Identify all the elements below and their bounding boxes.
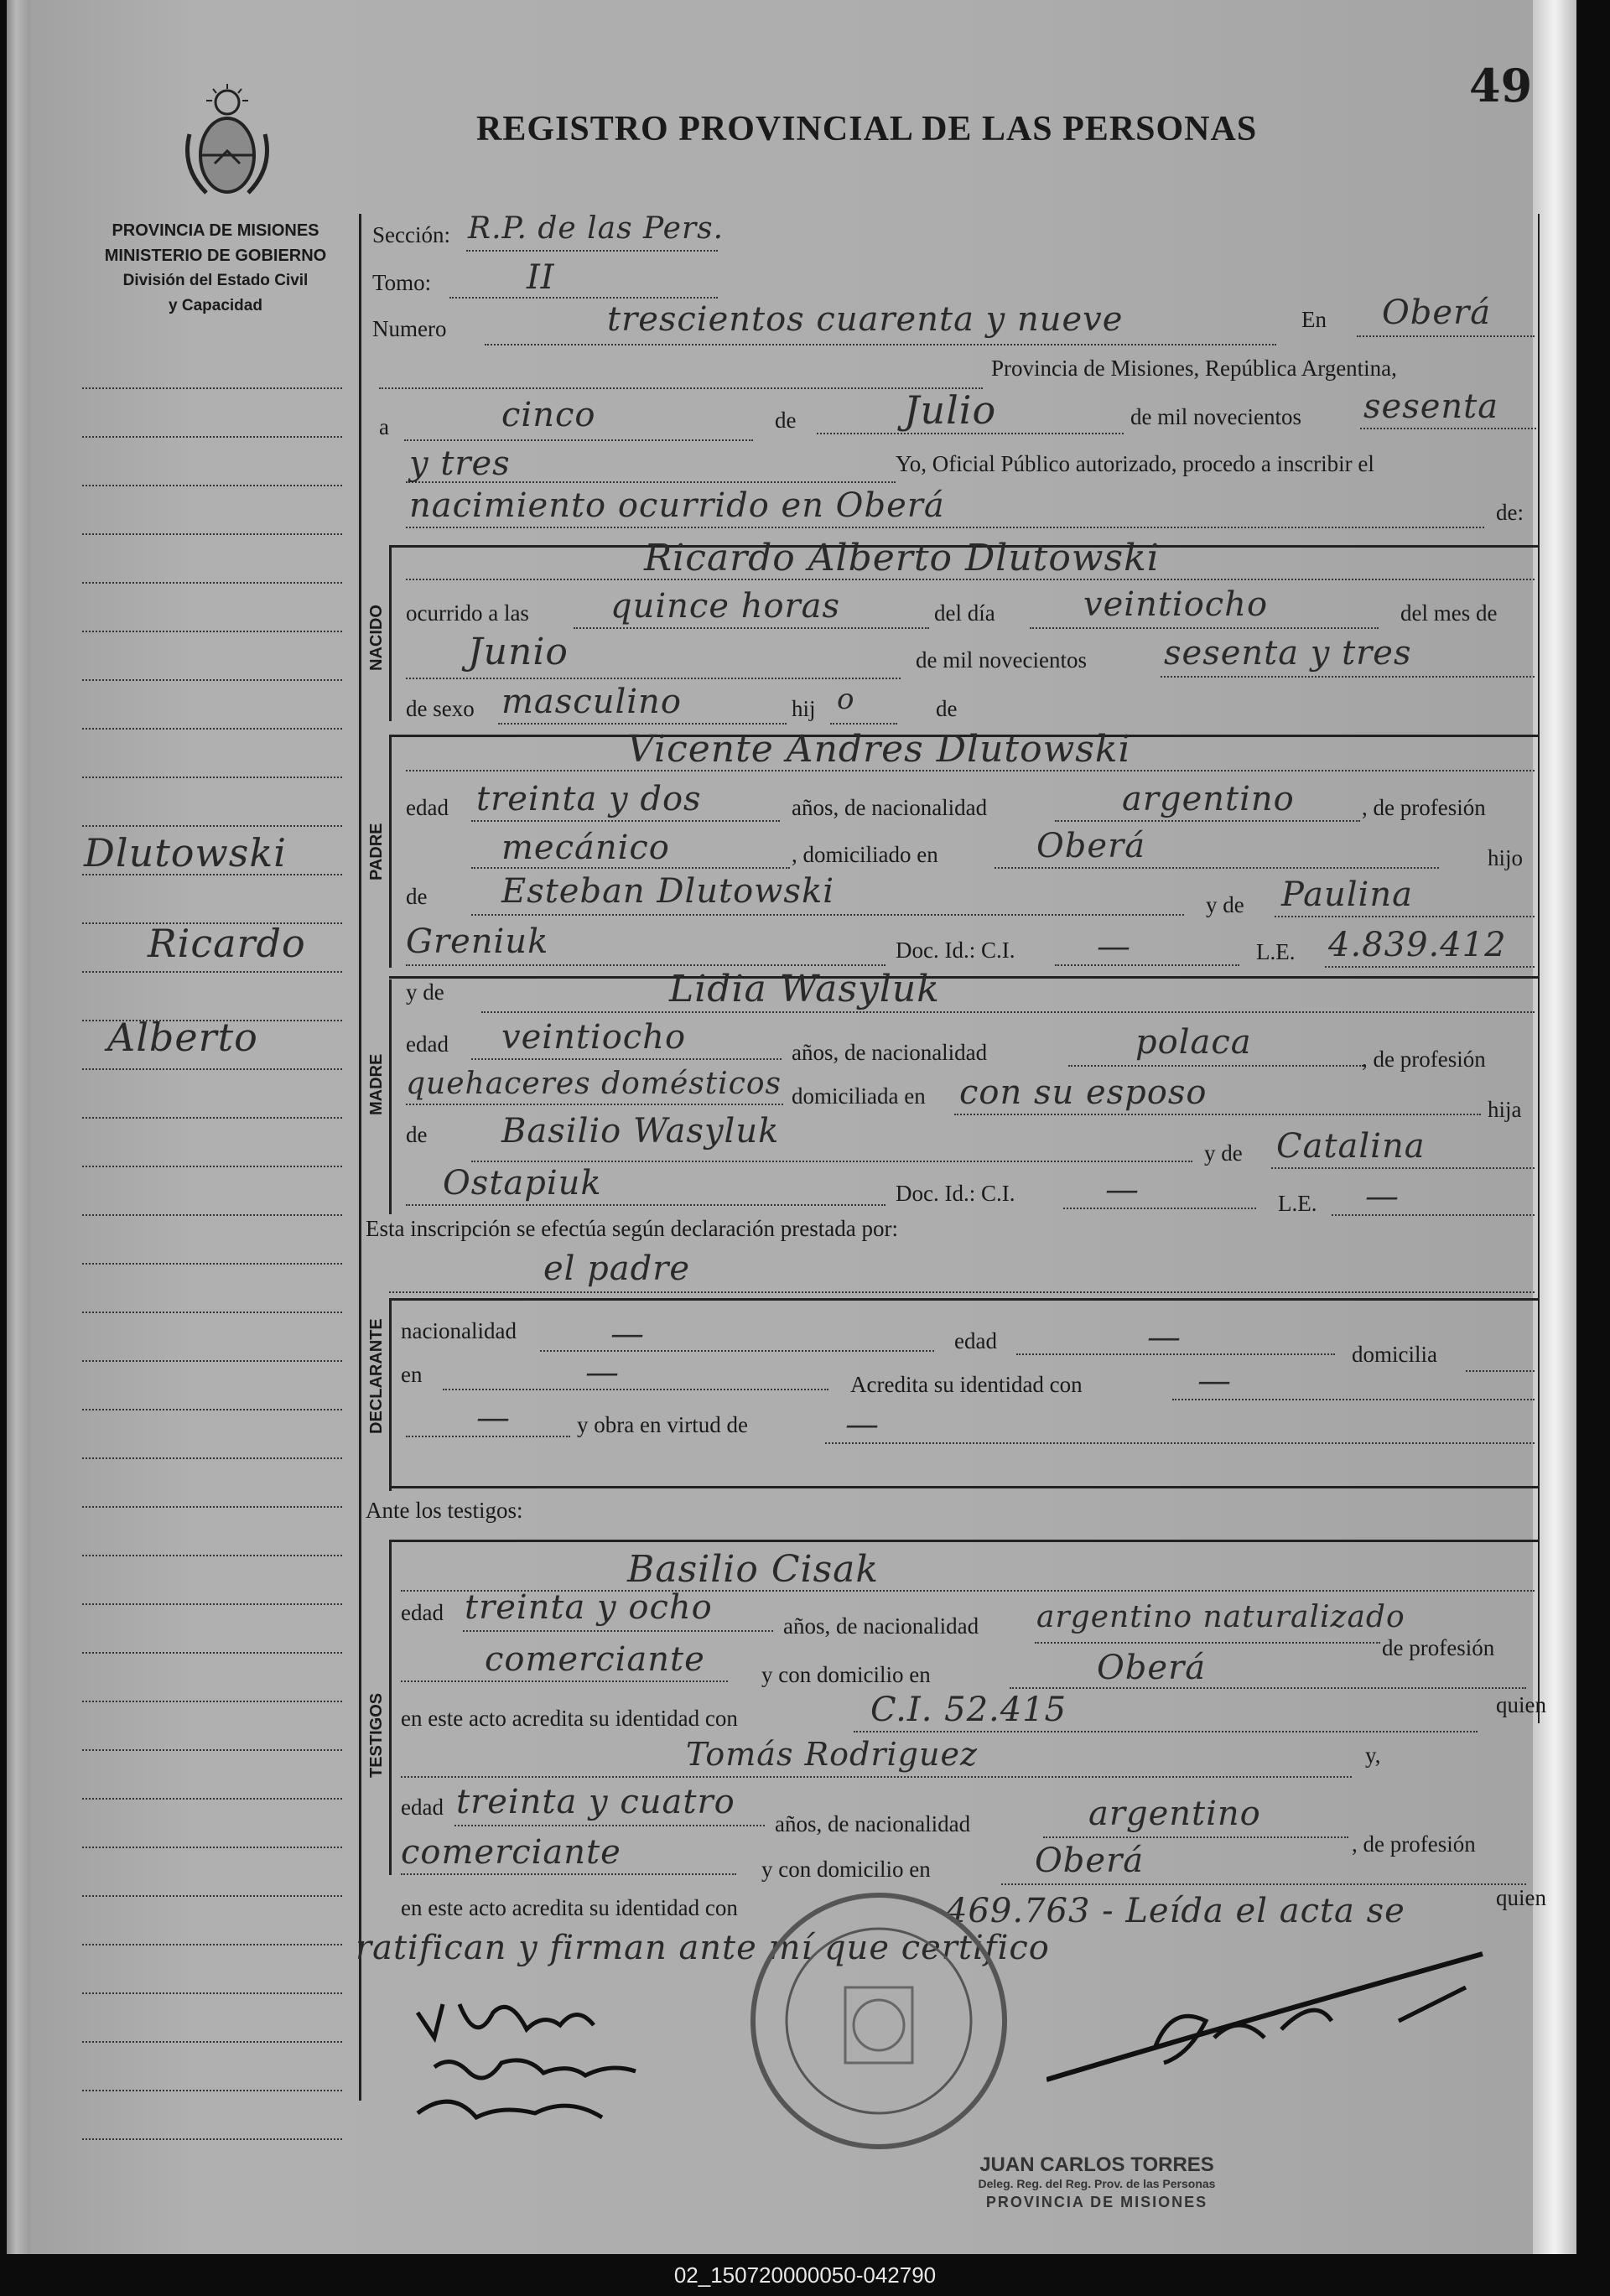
coat-of-arms-icon: [181, 84, 273, 210]
value-padre-le: 4.839.412: [1328, 926, 1507, 964]
label-yo: Yo, Oficial Público autorizado, procedo a inscribir el: [896, 451, 1374, 476]
label-padre-doc: Doc. Id.: C.I.: [896, 938, 1015, 963]
value-madre-le: —: [1365, 1177, 1400, 1216]
side-label-declarante: DECLARANTE: [367, 1318, 386, 1434]
value-decl-acredita: —: [1197, 1362, 1232, 1400]
label-tomo: Tomo:: [372, 270, 432, 295]
signature-official-icon: [1046, 1929, 1516, 2113]
header-capacity: y Capacidad: [169, 297, 262, 314]
label-hija: hija: [1488, 1097, 1522, 1122]
label-decl-acredita: Acredita su identidad con: [850, 1372, 1083, 1397]
value-testigo1: Basilio Cisak: [627, 1548, 880, 1591]
value-declarante: el padre: [543, 1249, 691, 1288]
label-madre-anos: años, de nacionalidad: [792, 1040, 988, 1065]
label-padre-y-de: y de: [1206, 892, 1244, 917]
value-t1-dom: Oberá: [1097, 1649, 1207, 1687]
label-t1-acredita: en este acto acredita su identidad con: [401, 1706, 738, 1731]
value-decl-line: —: [476, 1399, 511, 1437]
label-del-dia: del día: [934, 600, 995, 626]
label-madre-le: L.E.: [1278, 1191, 1317, 1216]
value-anio-1: sesenta: [1363, 387, 1499, 426]
label-t1-edad: edad: [401, 1600, 444, 1625]
value-a: cinco: [501, 396, 596, 434]
declarante-bar: [389, 1298, 392, 1491]
label-ante-testigos: Ante los testigos:: [366, 1498, 523, 1523]
margin-surname: Dlutowski: [84, 830, 287, 875]
label-madre-y-de-2: y de: [1204, 1140, 1243, 1166]
header-left: [77, 218, 354, 319]
side-label-madre: MADRE: [367, 1053, 386, 1115]
signature-declarant-icon: [401, 1979, 703, 2147]
value-anio-2: y tres: [409, 444, 511, 483]
label-domiciliada: domiciliada en: [792, 1083, 926, 1109]
nacido-bar: [389, 545, 392, 721]
label-a: a: [379, 414, 389, 439]
value-padre-madre2: Greniuk: [406, 922, 549, 961]
value-hijo-o: o: [837, 683, 855, 716]
label-numero: Numero: [372, 316, 447, 341]
value-testigo2: Tomás Rodriguez: [686, 1736, 978, 1773]
label-de-colon: de:: [1496, 500, 1524, 525]
value-padre-dom: Oberá: [1036, 827, 1146, 865]
main-left-border: [359, 214, 361, 2101]
book-spine: [7, 0, 30, 2254]
label-madre-edad: edad: [406, 1031, 449, 1057]
label-t1-domicilio: y con domicilio en: [761, 1662, 931, 1687]
value-anio-nac: sesenta y tres: [1164, 634, 1412, 673]
label-decl-obra: y obra en virtud de: [577, 1412, 748, 1437]
label-seccion: Sección:: [372, 222, 450, 247]
margin-middlename: Alberto: [107, 1015, 258, 1060]
label-en: En: [1301, 307, 1327, 332]
side-label-nacido: NACIDO: [367, 605, 386, 671]
value-en: Oberá: [1382, 293, 1492, 332]
rule-declarante-top: [389, 1298, 1538, 1301]
official-seal-icon: [745, 1887, 1013, 2155]
label-t2-quien: quien: [1496, 1885, 1546, 1910]
label-padre-prof: , de profesión: [1362, 795, 1486, 820]
rule-testigos-top: [389, 1540, 1538, 1542]
label-padre-de: de: [406, 884, 428, 909]
rule-declarante-bottom: [389, 1486, 1538, 1488]
value-t1-doc: C.I. 52.415: [870, 1691, 1067, 1729]
label-t2-anos: años, de nacionalidad: [775, 1811, 971, 1836]
label-t2-edad: edad: [401, 1795, 444, 1820]
label-domiciliado: , domiciliado en: [792, 842, 938, 867]
value-t2-edad: treinta y cuatro: [456, 1783, 735, 1821]
value-madre-nombre: Lidia Wasyluk: [669, 968, 940, 1010]
official-block: [904, 2153, 1290, 2211]
label-t2-domicilio: y con domicilio en: [761, 1857, 931, 1882]
official-name: JUAN CARLOS TORRES: [979, 2153, 1214, 2176]
testigos-bar: [389, 1540, 392, 1875]
value-nacido-nombre: Ricardo Alberto Dlutowski: [644, 537, 1160, 579]
value-padre-nac: argentino: [1122, 780, 1295, 818]
label-decl-nacionalidad: nacionalidad: [401, 1318, 517, 1343]
value-t2-doc: 469.763 - Leída el acta se: [946, 1892, 1405, 1930]
value-padre-edad: treinta y dos: [476, 780, 702, 818]
label-decl-en: en: [401, 1362, 423, 1387]
label-madre-de: de: [406, 1122, 428, 1147]
official-title: Deleg. Reg. del Reg. Prov. de las Personas: [978, 2177, 1216, 2190]
value-madre-dom: con su esposo: [959, 1073, 1208, 1112]
value-horas: quince horas: [610, 587, 841, 626]
value-numero: trescientos cuarenta y nueve: [607, 300, 1124, 339]
label-mil-nov-2: de mil novecientos: [916, 647, 1087, 673]
value-mes: Julio: [904, 387, 997, 433]
margin-firstname: Ricardo: [148, 921, 306, 966]
label-t2-prof: , de profesión: [1352, 1831, 1476, 1857]
value-t2-nac: argentino: [1088, 1795, 1261, 1833]
label-padre-anos: años, de nacionalidad: [792, 795, 988, 820]
side-label-testigos: TESTIGOS: [367, 1692, 386, 1778]
value-dia: veintiocho: [1083, 585, 1269, 624]
label-t1-quien: quien: [1496, 1692, 1546, 1717]
value-madre-madre2: Ostapiuk: [443, 1164, 602, 1203]
value-padre-padre: Esteban Dlutowski: [501, 872, 834, 911]
value-t1-edad: treinta y ocho: [465, 1588, 713, 1627]
label-madre-y-de: y de: [406, 979, 444, 1005]
label-decl-domicilia: domicilia: [1352, 1342, 1437, 1367]
rule-madre-top: [389, 976, 1538, 979]
padre-bar: [389, 735, 392, 968]
page-number: 49: [1469, 59, 1533, 112]
value-madre-nac: polaca: [1135, 1023, 1252, 1062]
header-province: PROVINCIA DE MISIONES: [112, 221, 319, 240]
image-id-footer: 02_150720000050-042790: [0, 2254, 1610, 2296]
label-mil-novecientos: de mil novecientos: [1130, 404, 1301, 429]
label-hij: hij: [792, 696, 816, 721]
value-decl-nac: —: [610, 1315, 645, 1353]
value-padre-nombre: Vicente Andres Dlutowski: [627, 728, 1131, 771]
label-hijo: hijo: [1488, 845, 1524, 870]
label-de-sexo: de sexo: [406, 696, 475, 721]
label-del-mes: del mes de: [1400, 600, 1498, 626]
label-ocurrido: ocurrido a las: [406, 600, 529, 626]
side-label-padre: PADRE: [367, 823, 386, 880]
label-esta-inscripcion: Esta inscripción se efectúa según declaración prestada por:: [366, 1216, 898, 1241]
main-right-border: [1538, 214, 1540, 1723]
value-inscribir: nacimiento ocurrido en Oberá: [409, 486, 945, 525]
page-title: REGISTRO PROVINCIAL DE LAS PERSONAS: [476, 110, 1258, 148]
value-madre-prof: quehaceres domésticos: [406, 1067, 782, 1101]
value-madre-madre1: Catalina: [1276, 1127, 1426, 1166]
value-padre-prof: mecánico: [501, 829, 670, 867]
value-decl-en: —: [585, 1353, 620, 1392]
value-t2-prof: comerciante: [401, 1833, 621, 1872]
value-seccion: R.P. de las Pers.: [468, 211, 724, 246]
value-t2-dom: Oberá: [1035, 1841, 1145, 1880]
label-madre-prof: , de profesión: [1362, 1047, 1486, 1072]
label-madre-doc: Doc. Id.: C.I.: [896, 1181, 1015, 1206]
value-sexo: masculino: [501, 683, 682, 721]
value-mes-nac: Junio: [468, 631, 569, 673]
value-padre-madre1: Paulina: [1281, 875, 1413, 914]
value-madre-edad: veintiocho: [501, 1018, 687, 1057]
value-t1-prof: comerciante: [485, 1640, 705, 1679]
label-padre-le: L.E.: [1256, 939, 1296, 964]
header-division: División del Estado Civil: [122, 272, 309, 289]
label-t2-acredita: en este acto acredita su identidad con: [401, 1895, 738, 1920]
official-province: PROVINCIA DE MISIONES: [985, 2194, 1208, 2210]
value-cierre: ratifican y firman ante mí que certifico: [356, 1929, 1050, 1967]
value-decl-obra: —: [845, 1405, 880, 1444]
value-decl-edad: —: [1147, 1318, 1182, 1357]
value-padre-ci: —: [1097, 927, 1131, 966]
label-t1-prof: de profesión: [1382, 1635, 1495, 1660]
value-tomo: II: [527, 258, 555, 297]
label-padre-edad: edad: [406, 795, 449, 820]
label-decl-edad: edad: [954, 1328, 997, 1353]
label-y-comma: y,: [1365, 1743, 1381, 1768]
document-page: [7, 0, 1576, 2254]
value-madre-padre: Basilio Wasyluk: [501, 1112, 780, 1151]
value-madre-ci: —: [1105, 1171, 1140, 1209]
label-de-padres: de: [936, 696, 958, 721]
label-t1-anos: años, de nacionalidad: [783, 1613, 979, 1639]
header-ministry: MINISTERIO DE GOBIERNO: [104, 247, 327, 265]
label-de-mes: de: [775, 408, 797, 433]
madre-bar: [389, 979, 392, 1214]
value-t1-nac: argentino naturalizado: [1036, 1600, 1405, 1634]
label-provincia: Provincia de Misiones, República Argentina,: [991, 356, 1397, 381]
